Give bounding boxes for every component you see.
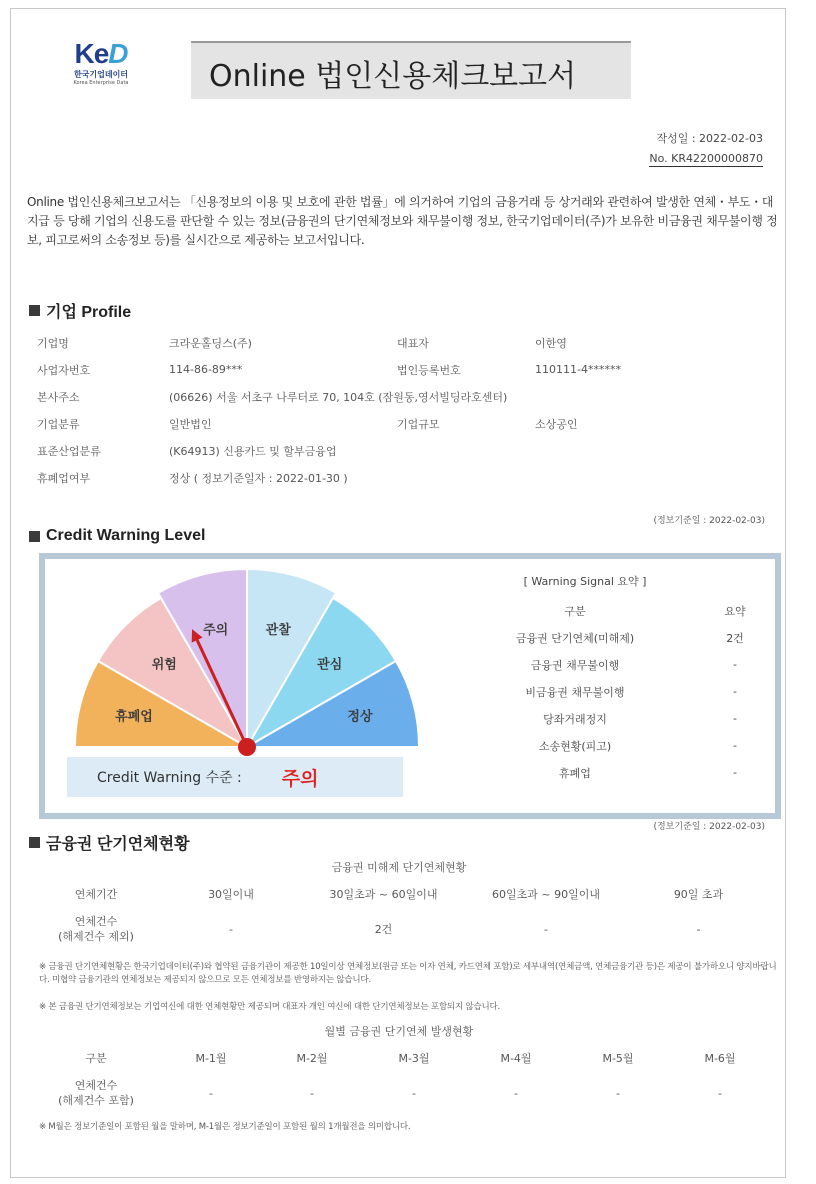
delay-table-title: 금융권 미해제 단기연체현황	[331, 861, 467, 874]
delay-note-1: ※ 금융권 단기연체현황은 한국기업데이터(주)와 협약된 금융기관이 제공한 10일이상 연체정보(원금 또는 이자 연체, 카드연체 포함)로 세부내역(연체금액, 연체금융기관 등)은 제공이 불가하오니 양지바랍니다. 미협약 금융기관의 연체정보는 제공되지 않으므로 모든 연체정보를 반영하지는 않습니다.	[39, 962, 777, 985]
profile-heading: 기업 Profile	[29, 299, 131, 322]
logo-mark: KeD	[74, 38, 128, 69]
company-logo	[61, 39, 141, 109]
profile-row: 휴폐업여부 정상 ( 정보기준일자 : 2022-01-30 )	[37, 471, 348, 485]
signal-row: 당좌거래정지 -	[543, 712, 737, 726]
gauge-label-observe: 관찰	[265, 623, 291, 639]
gauge-label-danger: 위험	[151, 657, 177, 673]
signal-row: 금융권 단기연체(미해제) 2건	[515, 631, 744, 645]
credit-warning-level-value: 주의	[281, 767, 319, 790]
warning-heading: Credit Warning Level	[29, 527, 205, 545]
delay-heading: 금융권 단기연체현황	[29, 831, 190, 854]
signal-title: [ Warning Signal 요약 ]	[523, 575, 647, 588]
report-page	[10, 8, 786, 1178]
section-bullet-icon	[29, 305, 40, 316]
profile-row: 기업분류 일반법인 기업규모 소상공인	[37, 417, 578, 431]
section-bullet-icon	[29, 837, 40, 848]
signal-row: 금융권 채무불이행 -	[530, 658, 737, 672]
profile-row: 본사주소 (06626) 서울 서초구 나루터로 70, 104호 (잠원동,영서빌딩라호센터)	[37, 390, 508, 404]
warning-ref-date: (정보기준일 : 2022-02-03)	[653, 516, 765, 526]
signal-header-row: 구분 요약	[564, 604, 746, 618]
gauge-label-normal: 정상	[347, 709, 373, 725]
signal-row: 휴폐업 -	[559, 766, 737, 780]
report-number: No. KR42200000870	[649, 152, 763, 165]
credit-warning-level-label: Credit Warning 수준 :	[97, 770, 242, 786]
monthly-table	[31, 1043, 771, 1113]
delay-header-row: 연체기간 30일이내 30일초과 ~ 60일이내 60일초과 ~ 90일이내 90일 초과	[74, 888, 724, 901]
monthly-table-title: 월별 금융권 단기연체 발생현황	[324, 1025, 474, 1038]
report-meta	[649, 129, 763, 169]
delay-table	[31, 879, 771, 949]
delay-value-row: 연체건수 (해제건수 제외) - 2건 - -	[58, 915, 701, 943]
gauge-label-interest: 관심	[317, 657, 343, 673]
warning-signal-summary	[455, 573, 775, 786]
report-title-box	[191, 41, 631, 99]
signal-row: 소송현황(피고) -	[538, 739, 737, 753]
logo-subtitle-kr: 한국기업데이터	[73, 70, 129, 79]
signal-row: 비금융권 채무불이행 -	[525, 685, 737, 699]
delay-note-2: ※ 본 금융권 단기연체정보는 기업여신에 대한 연체현황만 제공되며 대표자 개인 여신에 대한 단기연체정보는 포함되지 않습니다.	[39, 1002, 501, 1012]
warning-panel	[39, 553, 781, 819]
profile-row: 사업자번호 114-86-89*** 법인등록번호 110111-4******	[37, 363, 621, 377]
profile-table	[37, 329, 777, 491]
gauge-hub	[238, 738, 256, 756]
issue-date: 작성일 : 2022-02-03	[656, 132, 763, 145]
delay-ref-date: (정보기준일 : 2022-02-03)	[653, 822, 765, 832]
gauge-label-caution: 주의	[203, 623, 229, 639]
monthly-note: ※ M월은 정보기준일이 포함된 월을 말하며, M-1월은 정보기준일이 포함된 월의 1개월전을 의미합니다.	[39, 1122, 411, 1132]
monthly-header-row: 구분 M-1월 M-2월 M-3월 M-4월 M-5월 M-6월	[85, 1052, 736, 1065]
warning-gauge	[67, 565, 427, 761]
monthly-value-row: 연체건수 (해제건수 포함) - - - - - -	[58, 1079, 722, 1107]
profile-row: 기업명 크라운홀딩스(주) 대표자 이한영	[37, 336, 567, 350]
section-bullet-icon	[29, 531, 40, 542]
logo-subtitle-en: Korea Enterprise Data	[73, 80, 129, 86]
profile-row: 표준산업분류 (K64913) 신용카드 및 할부금융업	[37, 444, 337, 458]
gauge-label-closed: 휴폐업	[115, 709, 153, 725]
credit-warning-level-bar	[67, 757, 403, 797]
report-title: Online 법인신용체크보고서	[209, 59, 577, 94]
intro-paragraph: Online 법인신용체크보고서는 「신용정보의 이용 및 보호에 관한 법률」에 의거하여 기업의 금융거래 등 상거래와 관련하여 발생한 연체・부도・대지급 등 당해 기업의 신용도를 판단할 수 있는 정보(금융권의 단기연체정보와 채무불이행 정보, 한국기업데이터(주)가 보유한 비금융권 채무불이행 정보, 피고로써의 소송정보 등)를 실시간으로 제공하는 보고서입니다.	[27, 195, 778, 247]
